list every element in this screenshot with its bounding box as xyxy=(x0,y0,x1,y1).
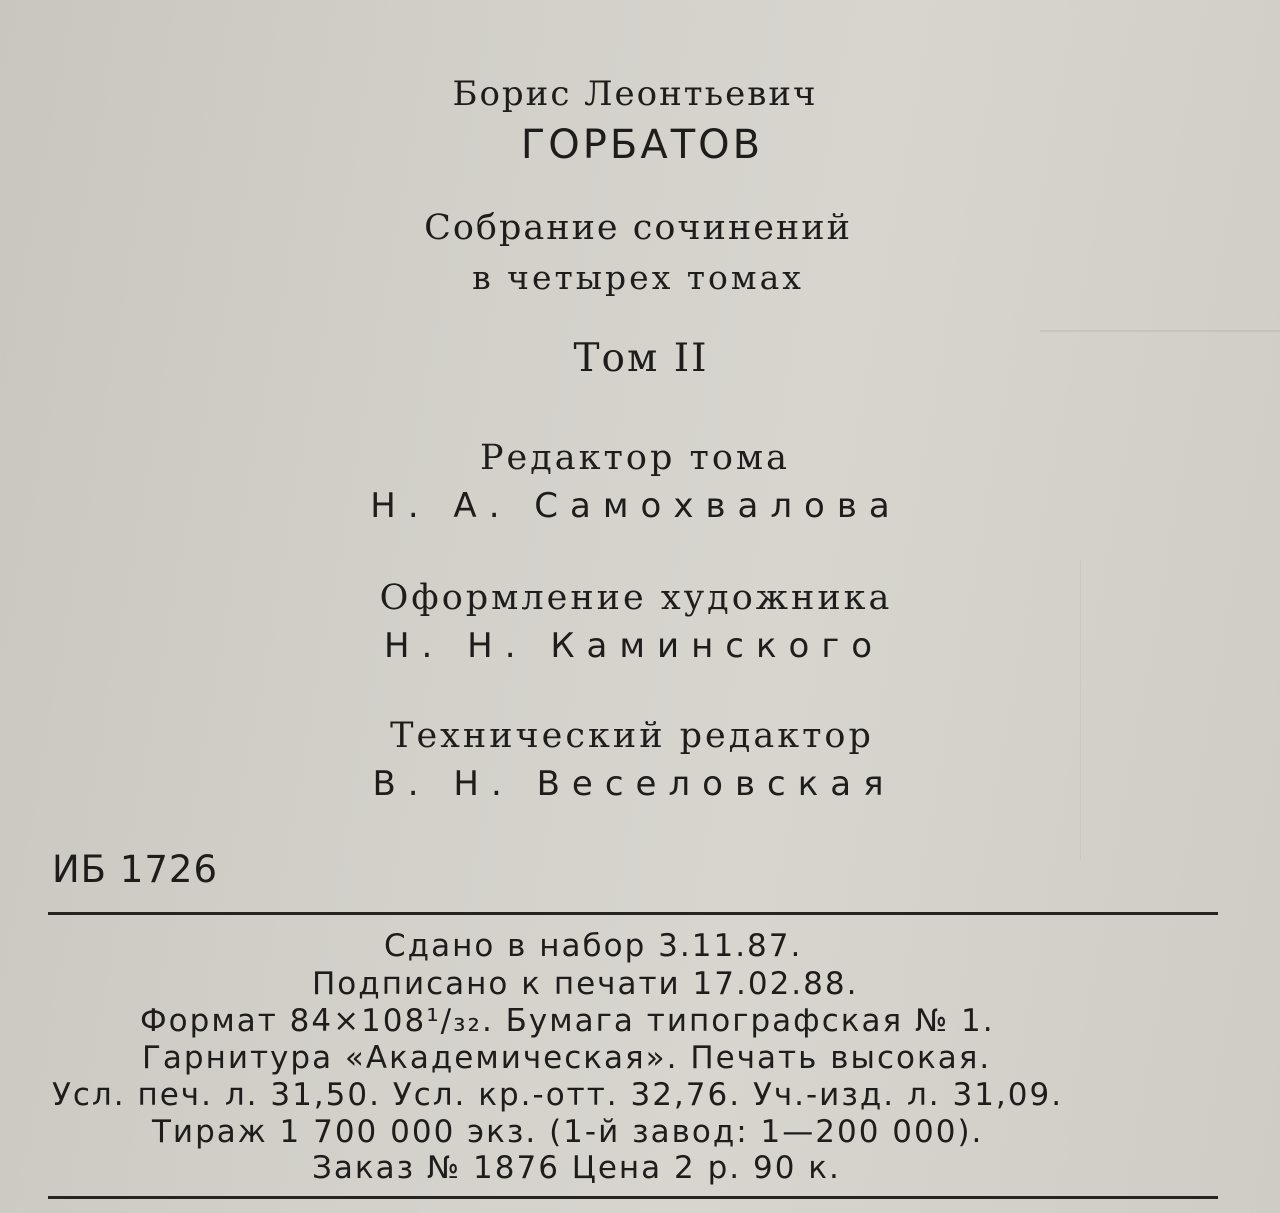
imprint-line: Гарнитура «Академическая». Печать высокая. xyxy=(142,1040,992,1076)
volume-editor-role: Редактор тома xyxy=(479,438,791,478)
artist-name: Н. Н. Каминского xyxy=(383,626,884,666)
volume-editor-name: Н. А. Самохвалова xyxy=(370,486,902,526)
imprint-line: Формат 84×108¹/₃₂. Бумага типографская № 1. xyxy=(140,1003,995,1039)
technical-editor-role: Технический редактор xyxy=(390,716,874,756)
imprint-line: Заказ № 1876 Цена 2 р. 90 к. xyxy=(312,1150,841,1186)
imprint-line: Тираж 1 700 000 экз. (1-й завод: 1—200 000). xyxy=(152,1114,984,1150)
author-first-name: Борис Леонтьевич xyxy=(452,74,818,114)
artist-role: Оформление художника xyxy=(379,578,893,618)
imprint-line: Подписано к печати 17.02.88. xyxy=(312,966,859,1002)
collection-subtitle: в четырех томах xyxy=(472,258,804,297)
ib-number: ИБ 1726 xyxy=(52,848,218,891)
bottom-divider xyxy=(48,1196,1218,1199)
imprint-line: Усл. печ. л. 31,50. Усл. кр.-отт. 32,76. Уч.-изд. л. 31,09. xyxy=(52,1077,1064,1113)
technical-editor-name: В. Н. Веселовская xyxy=(372,764,896,804)
top-divider xyxy=(48,912,1218,915)
volume-number: Том II xyxy=(573,336,709,381)
author-surname: ГОРБАТОВ xyxy=(520,122,764,168)
collection-title: Собрание сочинений xyxy=(424,208,852,248)
imprint-line: Сдано в набор 3.11.87. xyxy=(384,928,803,964)
